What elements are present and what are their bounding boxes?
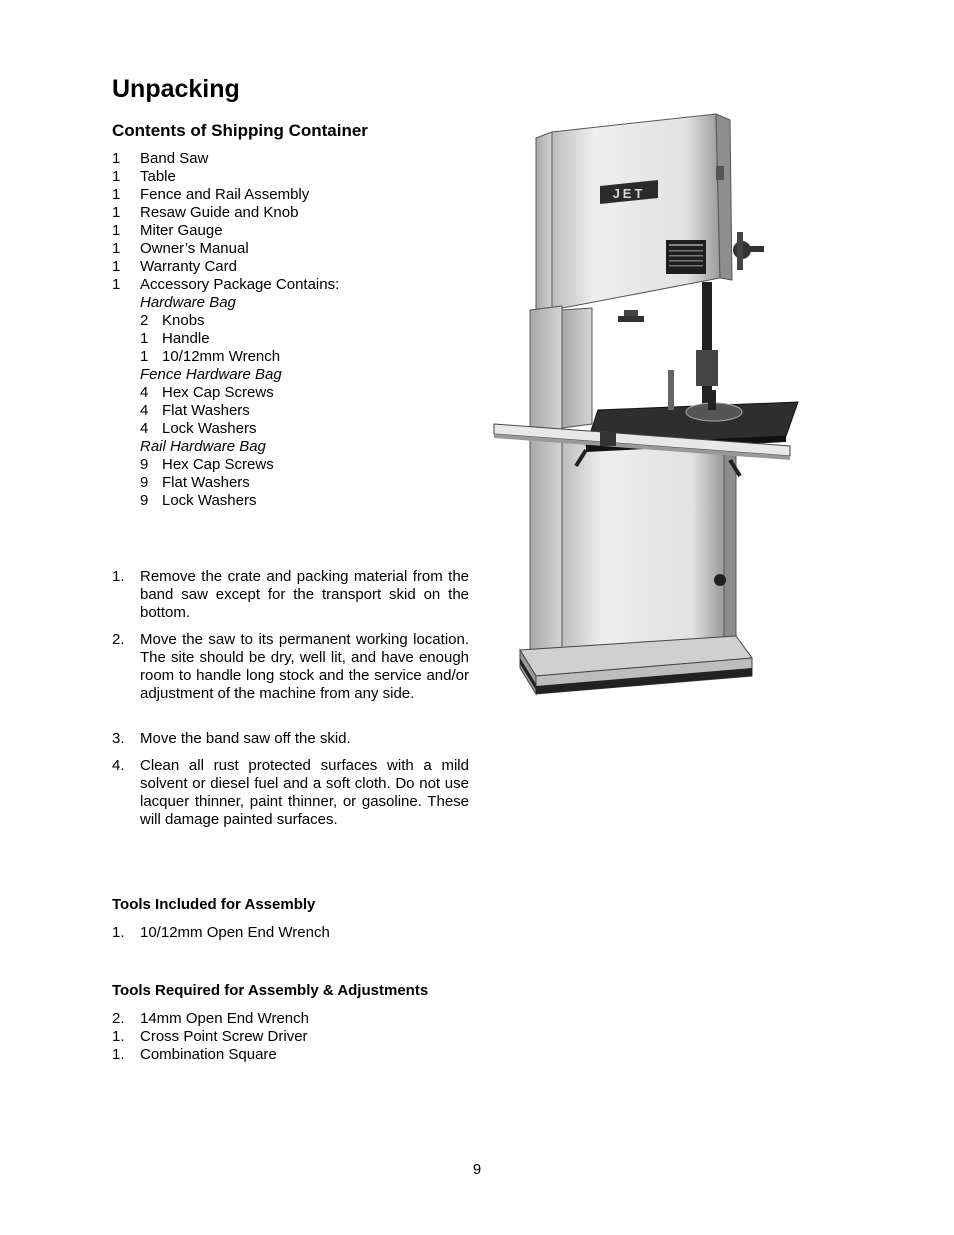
tools-included-heading: Tools Included for Assembly: [112, 896, 316, 913]
hardware-bag-label: Hardware Bag: [140, 294, 236, 311]
step-item: 1. Remove the crate and packing material from the band saw except for the transport skid on the bottom.: [112, 568, 469, 621]
step-item: 3. Move the band saw off the skid.: [112, 730, 351, 747]
svg-text:JET: JET: [612, 186, 646, 201]
tension-knob: [733, 232, 764, 270]
step-item: 2. Move the saw to its permanent working location. The site should be dry, well lit, and have enough room to handle long stock and the service and/or adjustment of the machine from any side.: [112, 631, 469, 702]
page-title: Unpacking: [112, 75, 240, 103]
rail-bag-label: Rail Hardware Bag: [140, 438, 266, 455]
band-saw-photo: [490, 110, 810, 730]
section-title: Contents of Shipping Container: [112, 121, 368, 140]
tools-required-heading: Tools Required for Assembly & Adjustments: [112, 982, 429, 999]
page-number: 9: [472, 1161, 482, 1178]
step-item: 4. Clean all rust protected surfaces with a mild solvent or diesel fuel and a soft cloth. Do not use lacquer thinner, paint thinner, or gasoline. These will damage painted surfaces.: [112, 757, 469, 828]
fence-bag-label: Fence Hardware Bag: [140, 366, 282, 383]
